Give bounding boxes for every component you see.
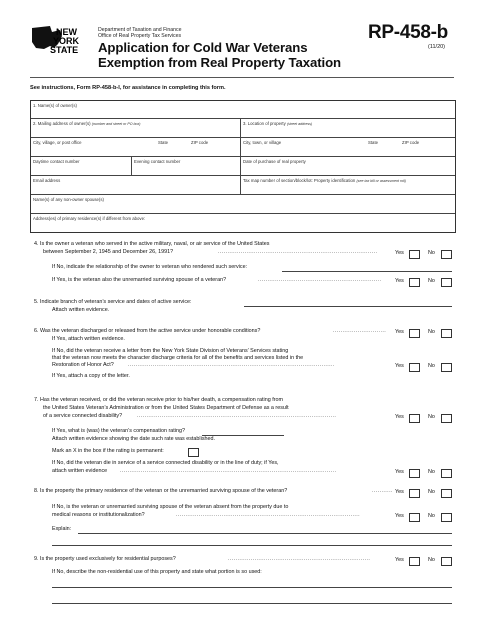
q6-attach-text: If Yes, attach written evidence. xyxy=(52,336,125,342)
q4-yes-checkbox[interactable] xyxy=(409,250,420,259)
q4b-no-checkbox[interactable] xyxy=(441,278,452,287)
q7b-no-label: No xyxy=(428,469,435,475)
q5-branch-line[interactable] xyxy=(244,306,452,307)
q9-describe-line[interactable] xyxy=(52,587,452,588)
primary-residence-label: Address(es) of primary residence(s) if different from above: xyxy=(33,216,146,221)
q7b-yes-label: Yes xyxy=(395,469,404,475)
q8-explain-line[interactable] xyxy=(78,533,452,534)
nys-logo xyxy=(30,22,90,62)
q9-yes-label: Yes xyxy=(395,557,404,563)
q8b-yes-checkbox[interactable] xyxy=(409,513,420,522)
daytime-phone-label: Daytime contact number xyxy=(33,159,80,164)
state-right-label: State xyxy=(368,140,379,145)
q7-yes-checkbox[interactable] xyxy=(409,414,420,423)
q9-no-label: No xyxy=(428,557,435,563)
logo-word-2: YORK xyxy=(53,36,80,46)
q7-text-2: the United States Veteran’s Administration or from the United States Department of Defense as a result xyxy=(43,405,289,411)
q4-spouse-text: If Yes, is the veteran also the unremarried surviving spouse of a veteran? xyxy=(52,277,227,283)
logo-word-1: NEW xyxy=(56,27,77,37)
q7-text-3: of a service connected disability? xyxy=(43,413,123,419)
city-left-label: City, village, or post office xyxy=(33,140,82,145)
q8-absent-text: If No, is the veteran or unremarried surviving spouse of the veteran absent from the property due to xyxy=(52,504,289,510)
q6-yes-checkbox[interactable] xyxy=(409,329,420,338)
email-row[interactable] xyxy=(31,176,455,195)
q6b-yes-label: Yes xyxy=(395,363,404,369)
instructions-note: See instructions, Form RP-458-b-I, for assistance in completing this form. xyxy=(30,85,226,91)
department-name: Department of Taxation and Finance xyxy=(98,27,182,33)
q6b-no-checkbox[interactable] xyxy=(441,363,452,372)
purchase-date-label: Date of purchase of real property xyxy=(243,159,306,164)
spouse-row[interactable] xyxy=(31,195,455,214)
property-location-label: 3. Location of property (street address) xyxy=(243,121,313,126)
q8b-no-label: No xyxy=(428,513,435,519)
q9-yes-checkbox[interactable] xyxy=(409,557,420,566)
form-title-line1: Application for Cold War Veterans xyxy=(98,40,308,55)
primary-residence-row[interactable] xyxy=(31,214,455,232)
city-row[interactable] xyxy=(31,138,455,157)
form-number: RP-458-b xyxy=(368,22,448,43)
q7-evidence-text: Attach written evidence showing the date such rate was established. xyxy=(52,436,216,442)
q7b-no-checkbox[interactable] xyxy=(441,469,452,478)
tax-map-label: Tax map number of section/block/lot: Property identification (see tax bill or assessment roll) xyxy=(243,178,406,183)
q8-explain-label: Explain: xyxy=(52,526,72,532)
owner-names-row[interactable] xyxy=(31,101,455,119)
q8b-no-checkbox[interactable] xyxy=(441,513,452,522)
city-right-label: City, town, or village xyxy=(243,140,282,145)
office-name: Office of Real Property Tax Services xyxy=(98,33,182,39)
q8-explain-line-2[interactable] xyxy=(52,545,452,546)
q7b-yes-checkbox[interactable] xyxy=(409,469,420,478)
q8-no-label: No xyxy=(428,489,435,495)
q7-permanent-checkbox[interactable] xyxy=(188,448,199,457)
q4-relationship-text: If No, indicate the relationship of the owner to veteran who rendered such service: xyxy=(52,264,248,270)
q8b-yes-label: Yes xyxy=(395,513,404,519)
phone-row[interactable] xyxy=(31,157,455,176)
q7-text: 7. Has the veteran received, or did the veteran receive prior to his/her death, a compensation rating from xyxy=(34,397,284,403)
mailing-address-label: 2. Mailing address of owner(s) (number and street or PO box) xyxy=(33,121,141,126)
q7-yes-label: Yes xyxy=(395,414,404,420)
zip-right-label: ZIP code xyxy=(402,140,420,145)
q6-honor-act-text: Restoration of Honor Act? xyxy=(52,362,114,368)
q6b-no-label: No xyxy=(428,363,435,369)
owner-info-grid xyxy=(30,100,456,233)
q7-attach-text: attach written evidence xyxy=(52,468,108,474)
q4b-no-label: No xyxy=(428,278,435,284)
q7-no-checkbox[interactable] xyxy=(441,414,452,423)
q6-criteria-text: that the veteran now meets the character discharge criteria for all of the benefits and services listed in the xyxy=(52,355,304,361)
q9-no-checkbox[interactable] xyxy=(441,557,452,566)
q5-text: 5. Indicate branch of veteran’s service and dates of active service: xyxy=(34,299,192,305)
q4-no-checkbox[interactable] xyxy=(441,250,452,259)
logo-word-3: STATE xyxy=(50,45,79,55)
q6-no-label: No xyxy=(428,329,435,335)
state-left-label: State xyxy=(158,140,169,145)
q7-permanent-text: Mark an X in the box if the rating is permanent: xyxy=(52,448,164,454)
q8-medical-text: medical reasons or institutionalization? xyxy=(52,512,145,518)
q8-yes-checkbox[interactable] xyxy=(409,489,420,498)
header-divider xyxy=(30,77,454,78)
address-row[interactable] xyxy=(31,119,455,138)
q6-text: 6. Was the veteran discharged or released from the active service under honorable conditions? xyxy=(34,328,261,334)
q4-text-2: between September 2, 1945 and December 26, 1991? xyxy=(43,249,174,255)
owner-names-label: 1. Name(s) of owner(s) xyxy=(33,103,77,108)
email-label: Email address xyxy=(33,178,61,183)
q9-text: 9. Is the property used exclusively for residential purposes? xyxy=(34,556,176,562)
q6-no-checkbox[interactable] xyxy=(441,329,452,338)
q4-text: 4. Is the owner a veteran who served in the active military, naval, or air service of the United States xyxy=(34,241,270,247)
q6-copy-text: If Yes, attach a copy of the letter. xyxy=(52,373,130,379)
q4b-yes-checkbox[interactable] xyxy=(409,278,420,287)
q8-yes-label: Yes xyxy=(395,489,404,495)
q7-died-text: If No, did the veteran die in service of a service connected disability or in the line of duty; if Yes, xyxy=(52,460,279,466)
non-owner-spouse-label: Name(s) of any non-owner spouse(s) xyxy=(33,197,104,202)
zip-left-label: ZIP code xyxy=(191,140,209,145)
evening-phone-label: Evening contact number xyxy=(134,159,181,164)
form-title-line2: Exemption from Real Property Taxation xyxy=(98,55,342,70)
q4-yes-label: Yes xyxy=(395,250,404,256)
q7-rating-text: If Yes, what is (was) the veteran’s compensation rating? xyxy=(52,428,185,434)
q4-relationship-line[interactable] xyxy=(282,271,452,272)
q4-no-label: No xyxy=(428,250,435,256)
q8-text: 8. Is the property the primary residence of the veteran or the unremarried surviving spouse of the veteran? xyxy=(34,488,288,494)
q6b-yes-checkbox[interactable] xyxy=(409,363,420,372)
q4b-yes-label: Yes xyxy=(395,278,404,284)
q6-letter-text: If No, did the veteran receive a letter from the New York State Division of Veterans’ Services stating xyxy=(52,348,289,354)
q5-evidence-text: Attach written evidence. xyxy=(52,307,110,313)
q6-yes-label: Yes xyxy=(395,329,404,335)
revision-date: (11/20) xyxy=(428,44,446,50)
q9-describe-text: If No, describe the non-residential use of this property and state what portion is so used: xyxy=(52,569,262,575)
q7-no-label: No xyxy=(428,414,435,420)
q9-describe-line-2[interactable] xyxy=(52,603,452,604)
q8-no-checkbox[interactable] xyxy=(441,489,452,498)
